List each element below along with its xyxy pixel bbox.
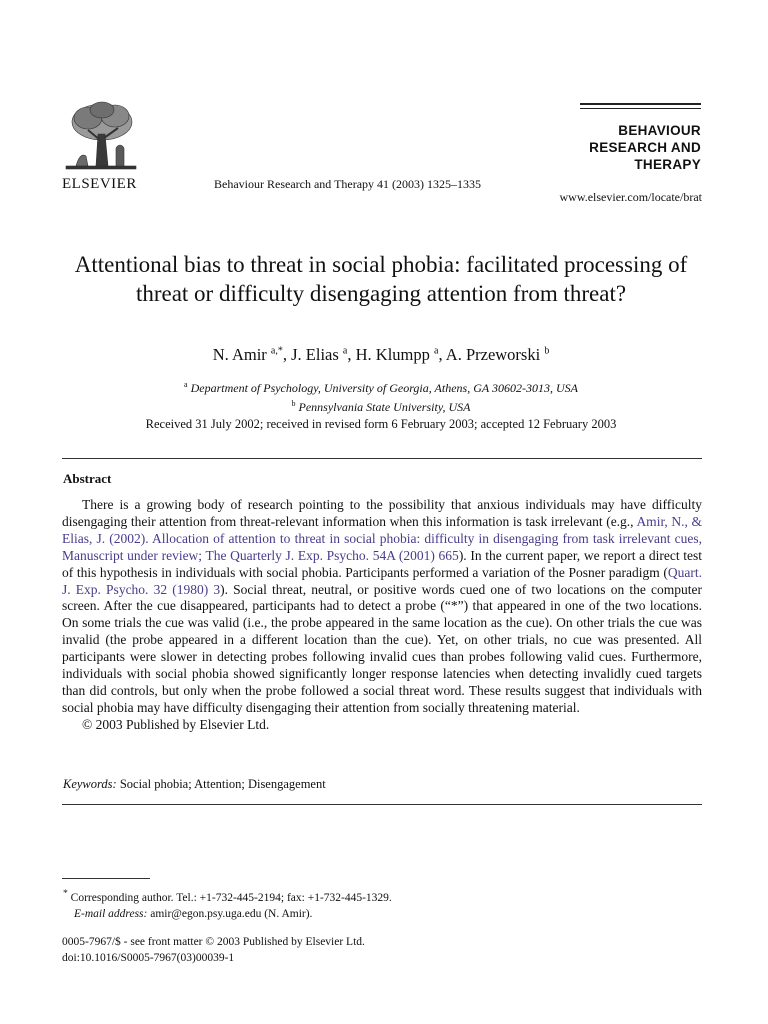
journal-citation: Behaviour Research and Therapy 41 (2003) 1325–1335 [214, 177, 482, 191]
reference-link[interactable]: Amir, N., & Elias, J. (2002). Allocation of attention to threat in social phobia: difficulty in disengaging from task irrelevant cues, Manuscript under review; The Quarterly J. Exp. Psycho. 54A (2001) 665 [62, 513, 702, 563]
brand-rule-thin [580, 108, 701, 109]
publisher-name: ELSEVIER [62, 176, 137, 192]
journal-url-link[interactable]: www.elsevier.com/locate/brat [559, 190, 702, 204]
affiliation-mark: a [184, 380, 188, 389]
journal-brand-line: THERAPY [634, 157, 701, 172]
abstract-text: ). In the current paper, we report a direct test of this hypothesis in individuals with social phobia. Participants performed a variation of the Posner paradigm ( [62, 547, 702, 580]
affiliation-text: Pennsylvania State University, USA [298, 400, 471, 414]
front-matter [62, 934, 365, 966]
footnote-line [63, 906, 392, 922]
author-affiliation-mark[interactable]: a,* [270, 345, 283, 357]
author-affiliation-mark[interactable]: b [544, 345, 550, 357]
affiliation-mark: b [291, 399, 296, 408]
author-name: A. Przeworski [445, 345, 541, 364]
abstract-heading: Abstract [63, 471, 112, 486]
abstract-body [62, 497, 702, 734]
issn-line: 0005-7967/$ - see front matter © 2003 Published by Elsevier Ltd. [62, 936, 365, 948]
author-name: H. Klumpp [355, 345, 430, 364]
author-affiliation-mark[interactable]: a [342, 345, 348, 357]
abstract-top-rule [62, 458, 702, 459]
keywords [63, 777, 326, 792]
doi-link[interactable]: doi:10.1016/S0005-7967(03)00039-1 [62, 952, 235, 964]
copyright-line: © 2003 Published by Elsevier Ltd. [82, 716, 270, 732]
abstract-paragraph [62, 497, 702, 717]
keywords-label: Keywords: [63, 777, 117, 791]
elsevier-tree-logo-icon [60, 100, 142, 176]
email-label: E-mail address: [74, 907, 148, 920]
abstract-text: There is a growing body of research pointing to the possibility that anxious individuals may have difficulty disengaging their attention from threat-relevant information when this information is task irrelevant (e.g., [62, 497, 702, 529]
affiliations [60, 377, 702, 415]
author-list: N. Amir $^{a,*}$, J. Elias $^a$, H. Klumpp $^a$, A. Przeworski $^b$ [212, 345, 550, 364]
article-title: Attentional bias to threat in social phobia: facilitated processing of threat or difficulty disengaging attention from threat? [74, 252, 688, 306]
footnote [63, 886, 392, 922]
abstract-text: ). Social threat, neutral, or positive words cued one of two locations on the computer screen. After the cue disappeared, participants had to detect a probe (“*”) that appeared in one of the two locations. On some trials the cue was valid (i.e., the probe appeared in the same location as the cue). On other trials the cue was invalid (the probe appeared in a different location than the cue). Yet, on other trials, no cue was presented. All participants were slower in detecting probes following invalid cues than probes following valid cues. Furthermore, individuals with social phobia showed significantly longer response latencies when detecting invalidly cued targets than did controls, but only when the probe followed a social threat word. These results suggest that individuals with social phobia may have difficulty disengaging their attention from socially threatening material. [62, 581, 702, 715]
author-name: N. Amir [212, 345, 267, 364]
email-address-link[interactable]: amir@egon.psy.uga.edu (N. Amir). [150, 907, 313, 920]
received-dates: Received 31 July 2002; received in revised form 6 February 2003; accepted 12 February 2003 [145, 417, 617, 431]
footnote-line [63, 886, 392, 906]
footnote-mark: * [63, 888, 68, 899]
author-affiliation-mark[interactable]: a [433, 345, 439, 357]
author-name: J. Elias [291, 345, 339, 364]
affiliation-text: Department of Psychology, University of Georgia, Athens, GA 30602-3013, USA [190, 381, 578, 395]
reference-link[interactable]: Quart. J. Exp. Psycho. 32 (1980) 3 [62, 564, 702, 597]
journal-brand [589, 122, 701, 173]
corresponding-author: Corresponding author. Tel.: +1-732-445-2194; fax: +1-732-445-1329. [70, 891, 392, 904]
journal-brand-line: RESEARCH AND [589, 140, 701, 155]
affiliation-line [60, 396, 702, 415]
affiliation-line [60, 377, 702, 396]
abstract-bottom-rule [62, 804, 702, 805]
keywords-value: Social phobia; Attention; Disengagement [119, 777, 326, 791]
brand-rule-thick [580, 103, 701, 105]
journal-brand-line: BEHAVIOUR [618, 123, 701, 138]
footnote-rule [62, 878, 150, 879]
